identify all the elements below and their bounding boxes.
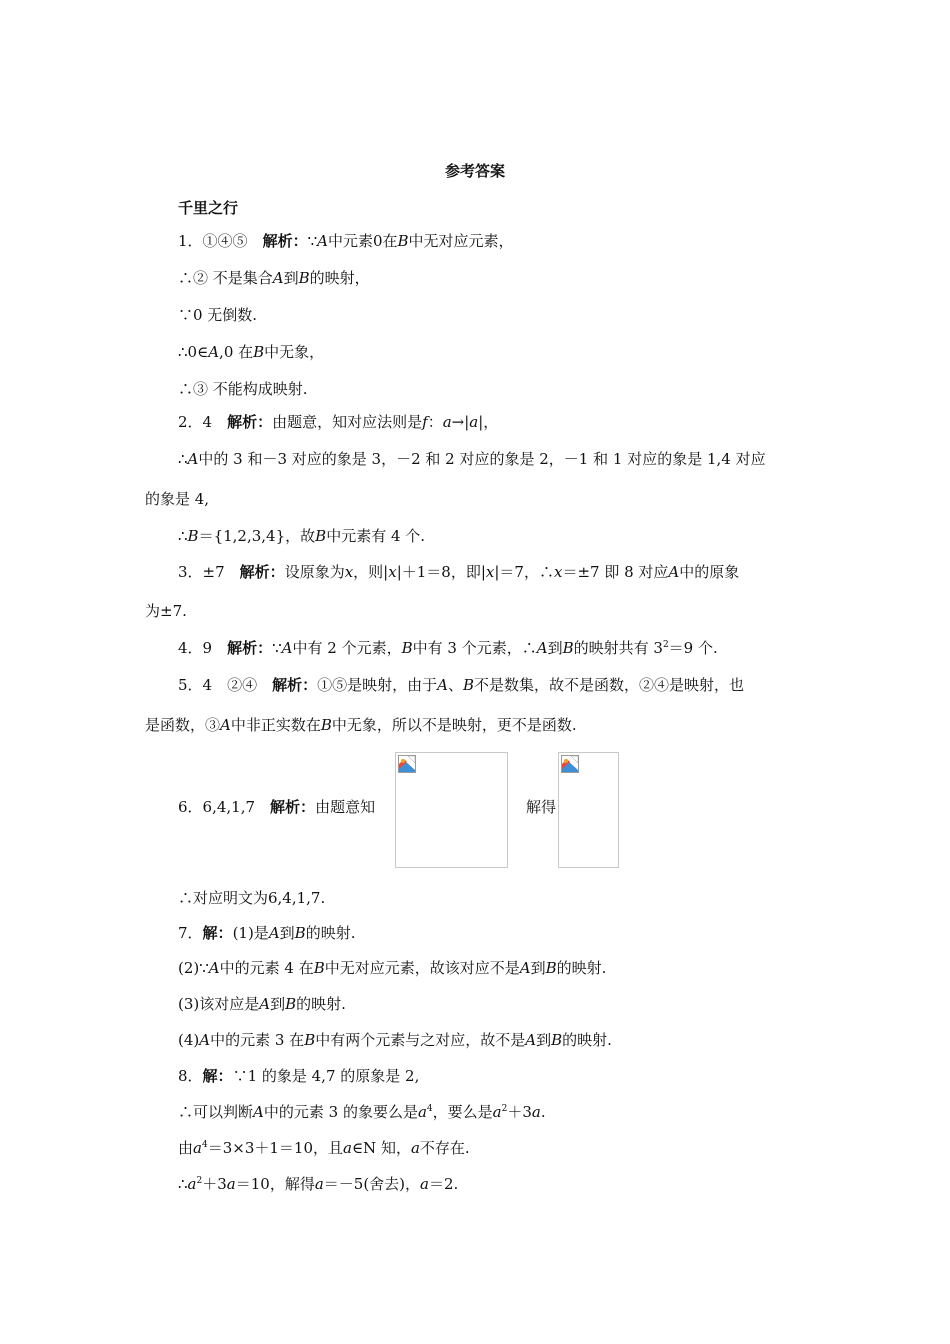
answer-8-line-3: 由$a^4=3\times 3+1=10$，且a∈N 知，a不存在. (178, 1139, 470, 1157)
answer-7-line-2: (2)∵A中的元素 4 在B中无对应元素，故该对应不是A到B的映射. (178, 959, 607, 977)
answer-2-line-4: ∴B＝{1,2,3,4}，故B中元素有 4 个. (178, 527, 426, 545)
answer-5-line-2: 是函数，③A中非正实数在B中无象，所以不是映射，更不是函数. (145, 716, 577, 734)
answer-8-line-1: 8．解：∵1 的象是 4,7 的原象是 2, (178, 1067, 420, 1085)
answer-5-line-1: 5．4 ②④ 解析：①⑤是映射，由于A、B不是数集，故不是函数，②④是映射，也 (178, 676, 745, 694)
answer-7-line-3: (3)该对应是A到B的映射. (178, 995, 346, 1013)
answer-6-solve-label: 解得 (526, 798, 557, 816)
answer-1-line-2: ∴② 不是集合A到B的映射， (178, 269, 370, 287)
answer-6-line-1: 6．6,4,1,7 解析：由题意知 (178, 798, 376, 816)
answer-1-line-4: ∴0∈A,0 在B中无象， (178, 343, 325, 361)
answer-3-line-2: 为±7. (145, 602, 187, 620)
answer-8-line-4: $\therefore a^2+3a=10$，解得a＝－5(舍去)，a＝2. (178, 1175, 459, 1193)
answer-7-line-1: 7．解：(1)是A到B的映射. (178, 924, 356, 942)
answer-3-line-1: 3．±7 解析：设原象为x，则|x|＋1＝8，即|x|＝7，∴x＝±7 即 8 对应A中的原象 (178, 563, 740, 581)
broken-image-equation-2 (558, 752, 619, 868)
broken-image-icon (561, 755, 579, 773)
section-heading: 千里之行 (178, 199, 239, 217)
broken-image-equation-1 (395, 752, 508, 868)
answer-4-line-1: 4．9 解析：∵A中有 2 个元素，B中有 3 个元素，∴A到B的映射共有 $3^2=9$ 个. (178, 639, 718, 657)
answer-2-line-2: ∴A中的 3 和－3 对应的象是 3，－2 和 2 对应的象是 2，－1 和 1 对应的象是 1,4 对应 (178, 450, 766, 468)
answer-8-line-2: ∴可以判断A中的元素 3 的象要么是$a^4$，要么是$a^2+3a$. (178, 1103, 546, 1121)
answer-2-line-3: 的象是 4, (145, 490, 210, 508)
broken-image-icon (398, 755, 416, 773)
answer-2-line-1: 2．4 解析：由题意，知对应法则是f：a→|a|， (178, 413, 499, 431)
answer-1-line-3: ∵0 无倒数. (178, 306, 258, 324)
answer-1-line-5: ∴③ 不能构成映射. (178, 380, 308, 398)
answer-7-line-4: (4)A中的元素 3 在B中有两个元素与之对应，故不是A到B的映射. (178, 1031, 612, 1049)
page-title: 参考答案 (444, 162, 505, 180)
answer-6-line-2: ∴对应明文为6,4,1,7. (178, 889, 326, 907)
answer-1-line-1: 1．①④⑤ 解析：∵A中元素0在B中无对应元素， (178, 232, 514, 250)
